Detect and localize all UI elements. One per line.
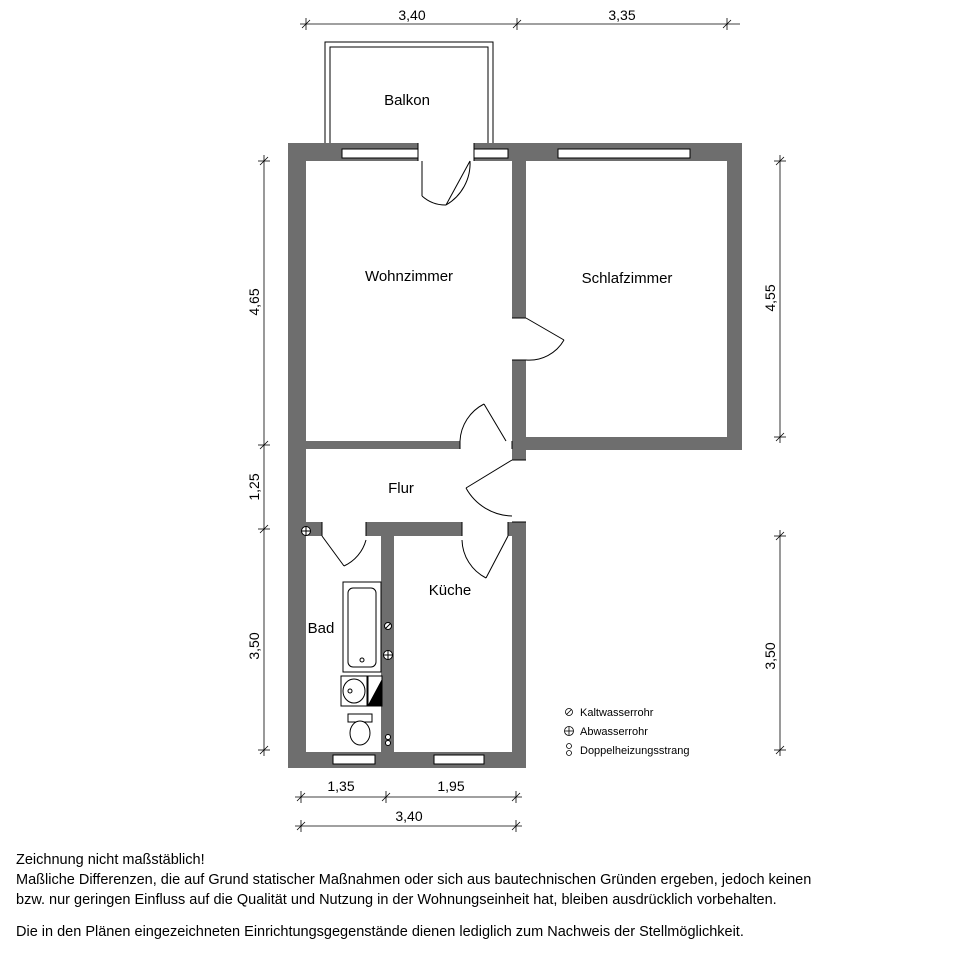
walls	[288, 143, 742, 768]
disclaimer-line: bzw. nur geringen Einfluss auf die Qualität und Nutzung in der Wohnungseinheit hat, bleiben ausdrücklich vorbehalten.	[16, 892, 777, 908]
dim-top-right: 3,35	[608, 7, 636, 23]
disclaimer-line: Maßliche Differenzen, die auf Grund statischer Maßnahmen oder sich aus bautechnischen Gründen ergeben, jedoch keinen	[16, 872, 812, 888]
wall-right-bedroom	[727, 143, 742, 450]
door-opening-bedroom	[512, 318, 526, 360]
door-opening-bath	[322, 522, 366, 536]
legend	[565, 707, 690, 757]
toilet-icon	[348, 714, 372, 745]
room-label-bath: Bad	[307, 620, 335, 637]
legend-item-cold-water: Kaltwasserrohr	[580, 707, 654, 719]
dim-right-kitchen: 3,50	[762, 642, 778, 670]
spacer	[16, 910, 951, 922]
door-swings	[322, 161, 564, 578]
door-opening-kitchen	[462, 522, 508, 536]
wall-living-bedroom	[512, 143, 526, 450]
dim-bottom-total: 3,40	[395, 808, 423, 824]
room-labels	[308, 92, 673, 637]
door-bedroom	[526, 318, 564, 360]
dim-right-bedroom: 4,55	[762, 284, 778, 312]
door-opening-balcony	[418, 143, 474, 161]
waste-water-pipe-icon	[384, 651, 393, 660]
legend-item-double-heating: Doppelheizungsstrang	[580, 745, 690, 757]
dim-left-hall: 1,25	[246, 473, 262, 501]
disclaimer-not-to-scale: Zeichnung nicht maßstäblich!	[16, 852, 205, 868]
cold-water-pipe-icon	[566, 709, 573, 716]
window-living	[342, 149, 418, 158]
bathtub-icon	[343, 582, 381, 672]
dim-bottom-bath: 1,35	[327, 778, 355, 794]
disclaimer-furniture: Die in den Plänen eingezeichneten Einrichtungsgegenstände dienen lediglich zum Nachweis der Stellmöglichkeit.	[16, 924, 744, 940]
room-label-bedroom: Schlafzimmer	[581, 270, 673, 287]
door-bath	[322, 536, 366, 566]
door-jambs	[322, 143, 526, 536]
room-label-balcony: Balkon	[384, 92, 430, 109]
room-label-hall: Flur	[388, 480, 414, 497]
door-opening-hall-entry	[512, 460, 526, 522]
door-opening-living	[460, 441, 512, 449]
cold-water-pipe-icon	[385, 623, 392, 630]
room-label-living: Wohnzimmer	[364, 268, 454, 285]
dim-top-left: 3,40	[398, 7, 426, 23]
waste-water-pipe-icon	[565, 727, 574, 736]
window-bath	[333, 755, 375, 764]
wall-bottom	[288, 752, 526, 768]
shower-icon	[368, 676, 382, 706]
double-heating-pipe-icon	[567, 744, 572, 756]
window-living-right	[474, 149, 508, 158]
dim-left-bath: 3,50	[246, 632, 262, 660]
door-hall-entry	[466, 460, 512, 516]
dim-left-living: 4,65	[246, 288, 262, 316]
door-living	[460, 404, 506, 441]
sink-icon	[341, 676, 367, 706]
door-kitchen	[462, 536, 508, 578]
room-label-kitchen: Küche	[428, 582, 472, 599]
wall-bath-kitchen	[381, 522, 394, 768]
disclaimer-notes	[16, 850, 951, 942]
legend-item-waste-water: Abwasserrohr	[580, 726, 648, 738]
wall-bottom-bedroom	[512, 437, 742, 450]
dim-bottom-kitchen: 1,95	[437, 778, 465, 794]
window-bedroom	[558, 149, 690, 158]
window-kitchen	[434, 755, 484, 764]
bathroom-fixtures	[341, 582, 382, 745]
door-balcony	[422, 161, 470, 205]
waste-water-pipe-icon	[302, 527, 311, 536]
wall-bath-left-thin	[296, 530, 302, 752]
